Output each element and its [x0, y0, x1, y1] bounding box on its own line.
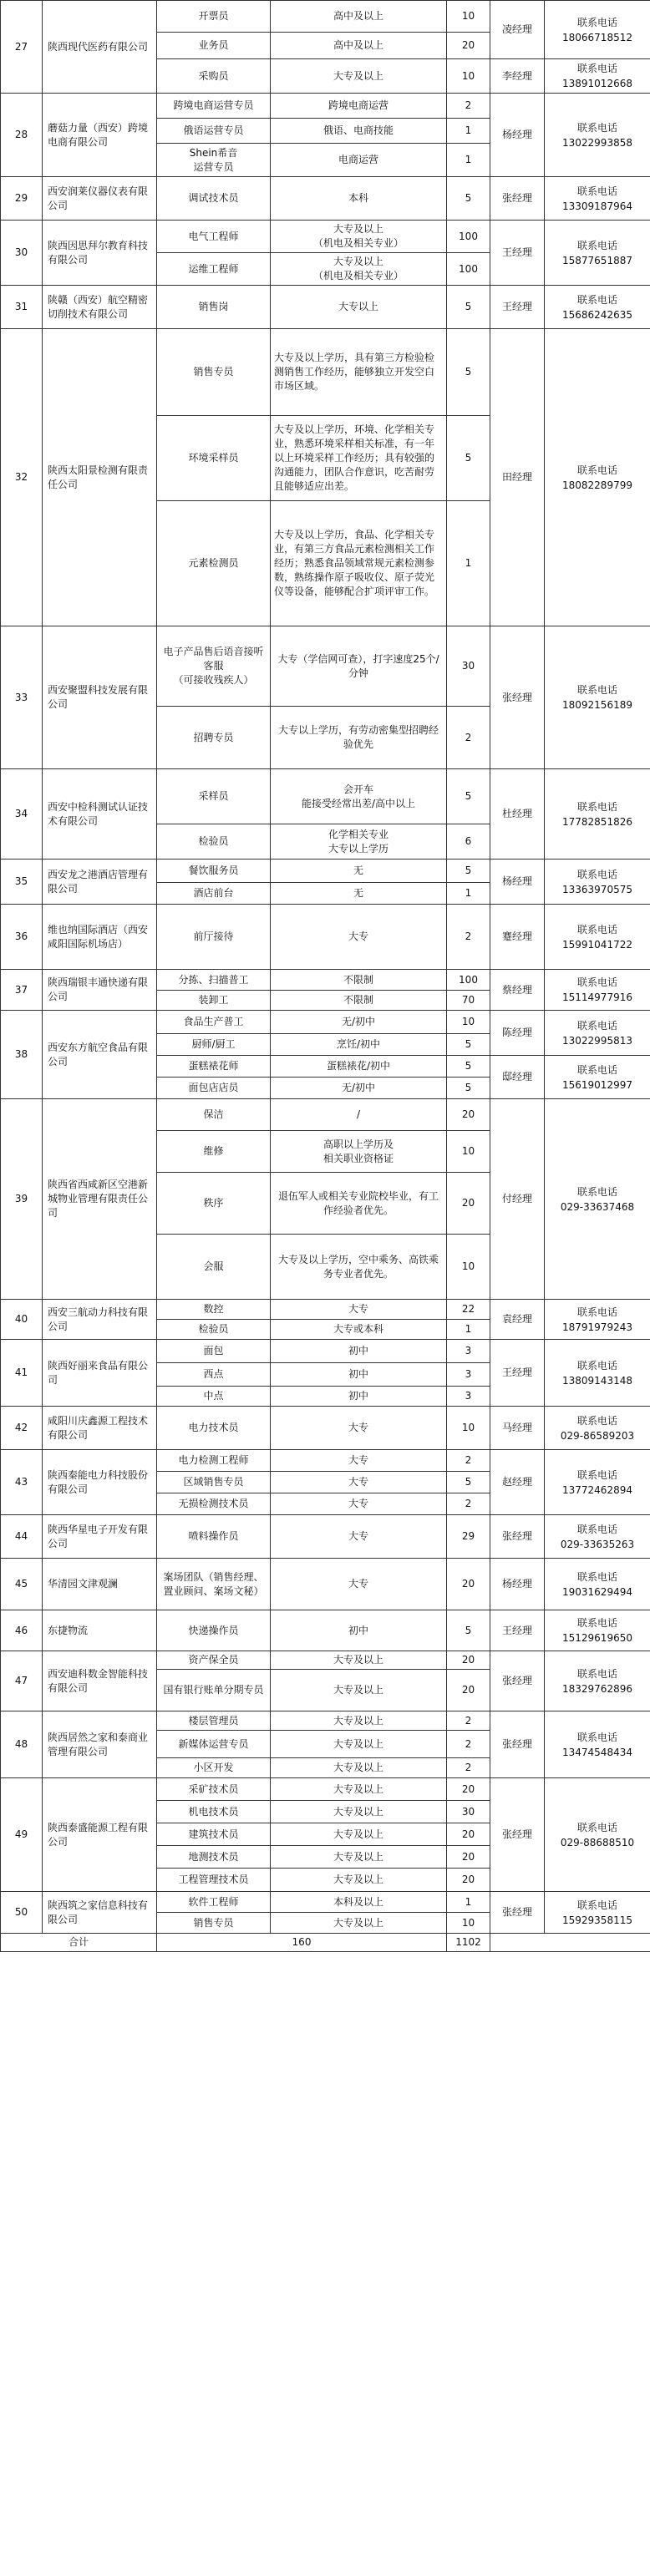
job-headcount: 10	[447, 1, 490, 33]
contact-phone: 联系电话 15877651887	[545, 221, 650, 286]
company-name: 西安中检科测试认证技术有限公司	[43, 769, 157, 860]
job-headcount: 10	[447, 59, 490, 94]
total-row	[1, 1934, 650, 1952]
job-headcount: 5	[447, 1472, 490, 1493]
contact-phone: 联系电话 13022993858	[545, 94, 650, 177]
contact-person: 袁经理	[490, 1300, 545, 1340]
table-row	[1, 1651, 650, 1670]
job-title: 快递操作员	[157, 1610, 271, 1651]
job-requirement: 高中及以上	[271, 33, 447, 59]
job-headcount: 2	[447, 1731, 490, 1758]
table-row	[1, 1099, 650, 1131]
job-title: 电力检测工程师	[157, 1450, 271, 1472]
job-title: 环境采样员	[157, 416, 271, 501]
contact-phone: 联系电话 13363970575	[545, 860, 650, 905]
row-number: 32	[1, 329, 43, 626]
company-name: 西安迪科数金智能科技有限公司	[43, 1651, 157, 1711]
job-headcount: 22	[447, 1300, 490, 1320]
contact-person: 王经理	[490, 286, 545, 329]
job-requirement: 会开车 能接受经常出差/高中以上	[271, 769, 447, 824]
company-name: 咸阳川庆鑫源工程技术有限公司	[43, 1407, 157, 1450]
job-requirement: 跨境电商运营	[271, 94, 447, 119]
job-headcount: 20	[447, 1670, 490, 1711]
job-title: 新媒体运营专员	[157, 1731, 271, 1758]
table-row	[1, 221, 650, 253]
job-headcount: 1	[447, 1892, 490, 1913]
company-name: 陕西华星电子开发有限公司	[43, 1515, 157, 1559]
job-headcount: 10	[447, 1407, 490, 1450]
job-headcount: 2	[447, 707, 490, 769]
contact-person: 邸经理	[490, 1056, 545, 1099]
company-name: 陕西秦能电力科技股份有限公司	[43, 1450, 157, 1515]
contact-phone: 联系电话 13309187964	[545, 177, 650, 221]
job-requirement: 大专及以上学历，空中乘务、高铁乘务专业者优先。	[271, 1235, 447, 1300]
job-requirement: 大专以上	[271, 286, 447, 329]
job-requirement: 俄语、电商技能	[271, 119, 447, 144]
table-row	[1, 1610, 650, 1651]
job-title: 数控	[157, 1300, 271, 1320]
job-requirement: 电商运营	[271, 144, 447, 177]
contact-person: 杜经理	[490, 769, 545, 860]
job-headcount: 29	[447, 1515, 490, 1559]
row-number: 46	[1, 1610, 43, 1651]
job-requirement: 烹饪/初中	[271, 1034, 447, 1056]
contact-phone: 联系电话 18092156189	[545, 626, 650, 769]
contact-phone: 联系电话 15686242635	[545, 286, 650, 329]
contact-phone: 联系电话 029-33637468	[545, 1099, 650, 1300]
job-headcount: 20	[447, 1559, 490, 1610]
job-headcount: 3	[447, 1340, 490, 1363]
job-headcount: 20	[447, 33, 490, 59]
company-name: 西安龙之港酒店管理有限公司	[43, 860, 157, 905]
job-headcount: 2	[447, 1450, 490, 1472]
job-headcount: 20	[447, 1099, 490, 1131]
job-headcount: 70	[447, 991, 490, 1011]
company-name: 西安三航动力科技有限公司	[43, 1300, 157, 1340]
row-number: 40	[1, 1300, 43, 1340]
total-empty	[490, 1934, 650, 1952]
job-title: 秩序	[157, 1173, 271, 1235]
job-title: 开票员	[157, 1, 271, 33]
job-title: 检验员	[157, 824, 271, 860]
job-title: 销售专员	[157, 329, 271, 416]
table-row	[1, 1892, 650, 1913]
row-number: 42	[1, 1407, 43, 1450]
job-headcount: 10	[447, 1913, 490, 1934]
job-requirement: 高职以上学历及 相关职业资格证	[271, 1131, 447, 1173]
company-name: 西安东方航空食品有限公司	[43, 1011, 157, 1099]
job-requirement: 大专	[271, 905, 447, 970]
job-headcount: 5	[447, 1034, 490, 1056]
table-row	[1, 1, 650, 33]
job-title: 保洁	[157, 1099, 271, 1131]
job-requirement: 大专及以上	[271, 1823, 447, 1846]
job-requirement: 初中	[271, 1363, 447, 1387]
job-headcount: 1	[447, 144, 490, 177]
contact-phone: 联系电话 029-33635263	[545, 1515, 650, 1559]
row-number: 28	[1, 94, 43, 177]
row-number: 39	[1, 1099, 43, 1300]
job-requirement: 大专或本科	[271, 1320, 447, 1340]
job-requirement: 大专及以上 （机电及相关专业）	[271, 221, 447, 253]
contact-phone: 联系电话 15114977916	[545, 970, 650, 1011]
contact-person: 马经理	[490, 1407, 545, 1450]
job-title: 面包	[157, 1340, 271, 1363]
row-number: 36	[1, 905, 43, 970]
row-number: 50	[1, 1892, 43, 1934]
row-number: 43	[1, 1450, 43, 1515]
job-title: 软件工程师	[157, 1892, 271, 1913]
job-headcount: 1	[447, 1320, 490, 1340]
job-requirement: 大专及以上	[271, 1731, 447, 1758]
contact-person: 田经理	[490, 329, 545, 626]
job-requirement: 大专及以上	[271, 1869, 447, 1892]
job-title: 俄语运营专员	[157, 119, 271, 144]
job-requirement: 蛋糕裱花/初中	[271, 1056, 447, 1078]
job-title: 面包店店员	[157, 1078, 271, 1099]
row-number: 47	[1, 1651, 43, 1711]
row-number: 30	[1, 221, 43, 286]
row-number: 41	[1, 1340, 43, 1407]
job-headcount: 100	[447, 253, 490, 286]
job-title: 运维工程师	[157, 253, 271, 286]
job-headcount: 5	[447, 860, 490, 883]
job-title: 元素检测员	[157, 501, 271, 626]
company-name: 陕西现代医药有限公司	[43, 1, 157, 94]
job-requirement: 本科及以上	[271, 1892, 447, 1913]
job-title: 维修	[157, 1131, 271, 1173]
job-headcount: 2	[447, 1711, 490, 1731]
contact-phone: 联系电话 18791979243	[545, 1300, 650, 1340]
job-title: 调试技术员	[157, 177, 271, 221]
job-requirement: /	[271, 1099, 447, 1131]
table-row	[1, 1515, 650, 1559]
job-title: 销售专员	[157, 1913, 271, 1934]
contact-person: 凌经理	[490, 1, 545, 59]
job-headcount: 5	[447, 416, 490, 501]
job-headcount: 2	[447, 1493, 490, 1515]
row-number: 27	[1, 1, 43, 94]
job-requirement: 大专	[271, 1493, 447, 1515]
contact-person: 张经理	[490, 1515, 545, 1559]
table-row	[1, 769, 650, 824]
job-title: 国有银行账单分期专员	[157, 1670, 271, 1711]
contact-person: 王经理	[490, 1340, 545, 1407]
job-title: 资产保全员	[157, 1651, 271, 1670]
job-title: 建筑技术员	[157, 1823, 271, 1846]
job-title: 电子产品售后语音接听客服 （可接收残疾人）	[157, 626, 271, 707]
job-title: 电力技术员	[157, 1407, 271, 1450]
contact-person: 赵经理	[490, 1450, 545, 1515]
total-company-count: 160	[157, 1934, 447, 1952]
job-requirement: 大专（学信网可查），打字速度25个/分钟	[271, 626, 447, 707]
job-headcount: 5	[447, 329, 490, 416]
job-requirement: 大专及以上学历，环境、化学相关专业，熟悉环境采样相关标准，有一年以上环境采样工作经历；具有较强的沟通能力，团队合作意识，吃苦耐劳且能够适应出差。	[271, 416, 447, 501]
row-number: 44	[1, 1515, 43, 1559]
job-headcount: 10	[447, 1011, 490, 1034]
contact-person: 张经理	[490, 626, 545, 769]
table-row	[1, 1778, 650, 1801]
job-headcount: 1	[447, 119, 490, 144]
table-row	[1, 905, 650, 970]
job-requirement: 退伍军人或相关专业院校毕业，有工作经验者优先。	[271, 1173, 447, 1235]
job-requirement: 大专	[271, 1472, 447, 1493]
company-name: 西安润莱仪器仪表有限公司	[43, 177, 157, 221]
contact-person: 杨经理	[490, 94, 545, 177]
job-requirement: 不限制	[271, 991, 447, 1011]
contact-person: 杨经理	[490, 1559, 545, 1610]
contact-person: 陈经理	[490, 1011, 545, 1056]
job-title: 无损检测技术员	[157, 1493, 271, 1515]
contact-person: 张经理	[490, 177, 545, 221]
job-requirement: 大专	[271, 1407, 447, 1450]
job-headcount: 20	[447, 1869, 490, 1892]
contact-phone: 联系电话 13891012668	[545, 59, 650, 94]
company-name: 西安聚盟科技发展有限公司	[43, 626, 157, 769]
table-row	[1, 1450, 650, 1472]
contact-person: 张经理	[490, 1711, 545, 1778]
job-requirement: 大专	[271, 1515, 447, 1559]
contact-person: 付经理	[490, 1099, 545, 1300]
table-row	[1, 329, 650, 416]
job-title: 地测技术员	[157, 1846, 271, 1869]
job-title: 跨境电商运营专员	[157, 94, 271, 119]
job-headcount: 1	[447, 501, 490, 626]
table-row	[1, 94, 650, 119]
job-requirement: 大专以上学历，有劳动密集型招聘经验优先	[271, 707, 447, 769]
contact-phone: 联系电话 13809143148	[545, 1340, 650, 1407]
table-row	[1, 1711, 650, 1731]
job-title: 机电技术员	[157, 1801, 271, 1823]
row-number: 48	[1, 1711, 43, 1778]
company-name: 陕赣（西安）航空精密切削技术有限公司	[43, 286, 157, 329]
job-title: 楼层管理员	[157, 1711, 271, 1731]
job-requirement: 大专及以上 （机电及相关专业）	[271, 253, 447, 286]
job-headcount: 20	[447, 1173, 490, 1235]
job-headcount: 5	[447, 286, 490, 329]
job-requirement: 初中	[271, 1610, 447, 1651]
total-label: 合计	[1, 1934, 157, 1952]
table-row	[1, 860, 650, 883]
row-number: 49	[1, 1778, 43, 1892]
table-row	[1, 626, 650, 707]
job-requirement: 大专及以上	[271, 1711, 447, 1731]
company-name: 陕西居然之家和泰商业管理有限公司	[43, 1711, 157, 1778]
job-headcount: 30	[447, 626, 490, 707]
company-name: 陕西省西咸新区空港新城物业管理有限责任公司	[43, 1099, 157, 1300]
total-positions: 1102	[447, 1934, 490, 1952]
row-number: 29	[1, 177, 43, 221]
job-title: 装卸工	[157, 991, 271, 1011]
table-row	[1, 177, 650, 221]
job-requirement: 无/初中	[271, 1011, 447, 1034]
contact-phone: 联系电话 18329762896	[545, 1651, 650, 1711]
job-headcount: 30	[447, 1801, 490, 1823]
job-requirement: 高中及以上	[271, 1, 447, 33]
company-name: 陕西泰盛能源工程有限公司	[43, 1778, 157, 1892]
job-title: 蛋糕裱花师	[157, 1056, 271, 1078]
job-requirement: 无	[271, 860, 447, 883]
job-title: 前厅接待	[157, 905, 271, 970]
job-title: 会服	[157, 1235, 271, 1300]
job-title: 工程管理技术员	[157, 1869, 271, 1892]
job-title: 小区开发	[157, 1758, 271, 1778]
table-row	[1, 1300, 650, 1320]
row-number: 37	[1, 970, 43, 1011]
contact-person: 张经理	[490, 1651, 545, 1711]
job-headcount: 2	[447, 905, 490, 970]
contact-phone: 联系电话 15129619650	[545, 1610, 650, 1651]
job-requirement: 大专及以上	[271, 1778, 447, 1801]
table-row	[1, 970, 650, 991]
contact-phone: 联系电话 13474548434	[545, 1711, 650, 1778]
table-row	[1, 1559, 650, 1610]
contact-person: 张经理	[490, 1892, 545, 1934]
job-requirement: 大专及以上	[271, 59, 447, 94]
table-row	[1, 1407, 650, 1450]
job-requirement: 大专	[271, 1559, 447, 1610]
job-title: 区域销售专员	[157, 1472, 271, 1493]
job-headcount: 20	[447, 1778, 490, 1801]
row-number: 31	[1, 286, 43, 329]
table-row	[1, 1011, 650, 1034]
contact-phone: 联系电话 029-86589203	[545, 1407, 650, 1450]
job-requirement: 大专及以上学历，食品、化学相关专业，有第三方食品元素检测相关工作经历；熟悉食品领域常规元素检测参数，熟练操作原子吸收仪、原子荧光仪等设备，能够配合扩项评审工作。	[271, 501, 447, 626]
job-requirement: 大专	[271, 1450, 447, 1472]
job-title: 食品生产普工	[157, 1011, 271, 1034]
contact-phone: 联系电话 15991041722	[545, 905, 650, 970]
job-title: 采矿技术员	[157, 1778, 271, 1801]
job-headcount: 6	[447, 824, 490, 860]
job-headcount: 1	[447, 883, 490, 905]
contact-person: 蔡经理	[490, 970, 545, 1011]
job-title: 餐饮服务员	[157, 860, 271, 883]
company-name: 华清园文津观澜	[43, 1559, 157, 1610]
job-requirement: 初中	[271, 1340, 447, 1363]
contact-person: 蹇经理	[490, 905, 545, 970]
job-requirement: 无	[271, 883, 447, 905]
job-headcount: 2	[447, 1758, 490, 1778]
job-requirement: 大专及以上学历，具有第三方检验检测销售工作经历，能够独立开发空白市场区域。	[271, 329, 447, 416]
job-headcount: 3	[447, 1387, 490, 1407]
job-headcount: 20	[447, 1846, 490, 1869]
contact-phone: 联系电话 13022995813	[545, 1011, 650, 1056]
row-number: 35	[1, 860, 43, 905]
company-name: 陕西瑞银丰通快递有限公司	[43, 970, 157, 1011]
company-name: 东捷物流	[43, 1610, 157, 1651]
table-row	[1, 1340, 650, 1363]
job-requirement: 本科	[271, 177, 447, 221]
company-name: 陕西筑之家信息科技有限公司	[43, 1892, 157, 1934]
job-requirement: 大专及以上	[271, 1758, 447, 1778]
contact-person: 李经理	[490, 59, 545, 94]
company-name: 陕西太阳景检测有限责任公司	[43, 329, 157, 626]
contact-person: 王经理	[490, 221, 545, 286]
job-requirement: 大专及以上	[271, 1913, 447, 1934]
job-requirement: 无/初中	[271, 1078, 447, 1099]
contact-phone: 联系电话 13772462894	[545, 1450, 650, 1515]
job-requirement: 不限制	[271, 970, 447, 991]
job-title: 业务员	[157, 33, 271, 59]
job-headcount: 5	[447, 1610, 490, 1651]
job-headcount: 3	[447, 1363, 490, 1387]
job-title: 销售岗	[157, 286, 271, 329]
row-number: 34	[1, 769, 43, 860]
company-name: 陕西因思拜尔教育科技有限公司	[43, 221, 157, 286]
job-title: 电气工程师	[157, 221, 271, 253]
job-title: Shein希音 运营专员	[157, 144, 271, 177]
contact-phone: 联系电话 029-88688510	[545, 1778, 650, 1892]
company-name: 蘑菇力量（西安）跨境电商有限公司	[43, 94, 157, 177]
company-name: 维也纳国际酒店（西安咸阳国际机场店）	[43, 905, 157, 970]
job-headcount: 5	[447, 769, 490, 824]
job-headcount: 10	[447, 1235, 490, 1300]
job-title: 检验员	[157, 1320, 271, 1340]
job-headcount: 10	[447, 1131, 490, 1173]
job-title: 案场团队（销售经理、置业顾问、案场文秘）	[157, 1559, 271, 1610]
job-requirement: 大专及以上	[271, 1651, 447, 1670]
job-headcount: 5	[447, 1056, 490, 1078]
job-requirement: 大专	[271, 1300, 447, 1320]
company-name: 陕西好丽来食品有限公司	[43, 1340, 157, 1407]
contact-phone: 联系电话 15619012997	[545, 1056, 650, 1099]
job-title: 厨师/厨工	[157, 1034, 271, 1056]
job-title: 招聘专员	[157, 707, 271, 769]
row-number: 45	[1, 1559, 43, 1610]
job-title: 西点	[157, 1363, 271, 1387]
job-requirement: 化学相关专业 大专以上学历	[271, 824, 447, 860]
contact-phone: 联系电话 15929358115	[545, 1892, 650, 1934]
row-number: 33	[1, 626, 43, 769]
job-requirement: 初中	[271, 1387, 447, 1407]
job-requirement: 大专及以上	[271, 1846, 447, 1869]
job-headcount: 5	[447, 177, 490, 221]
job-headcount: 20	[447, 1651, 490, 1670]
job-title: 分拣、扫描普工	[157, 970, 271, 991]
job-title: 喷料操作员	[157, 1515, 271, 1559]
job-headcount: 100	[447, 221, 490, 253]
job-headcount: 100	[447, 970, 490, 991]
contact-phone: 联系电话 18082289799	[545, 329, 650, 626]
job-title: 中点	[157, 1387, 271, 1407]
job-headcount: 20	[447, 1823, 490, 1846]
contact-phone: 联系电话 19031629494	[545, 1559, 650, 1610]
row-number: 38	[1, 1011, 43, 1099]
job-headcount: 2	[447, 94, 490, 119]
job-title: 酒店前台	[157, 883, 271, 905]
table-row	[1, 286, 650, 329]
job-headcount: 5	[447, 1078, 490, 1099]
job-title: 采样员	[157, 769, 271, 824]
contact-person: 王经理	[490, 1610, 545, 1651]
contact-person: 张经理	[490, 1778, 545, 1892]
contact-phone: 联系电话 17782851826	[545, 769, 650, 860]
contact-phone: 联系电话 18066718512	[545, 1, 650, 59]
job-requirement: 大专及以上	[271, 1670, 447, 1711]
contact-person: 杨经理	[490, 860, 545, 905]
job-title: 采购员	[157, 59, 271, 94]
job-requirement: 大专及以上	[271, 1801, 447, 1823]
